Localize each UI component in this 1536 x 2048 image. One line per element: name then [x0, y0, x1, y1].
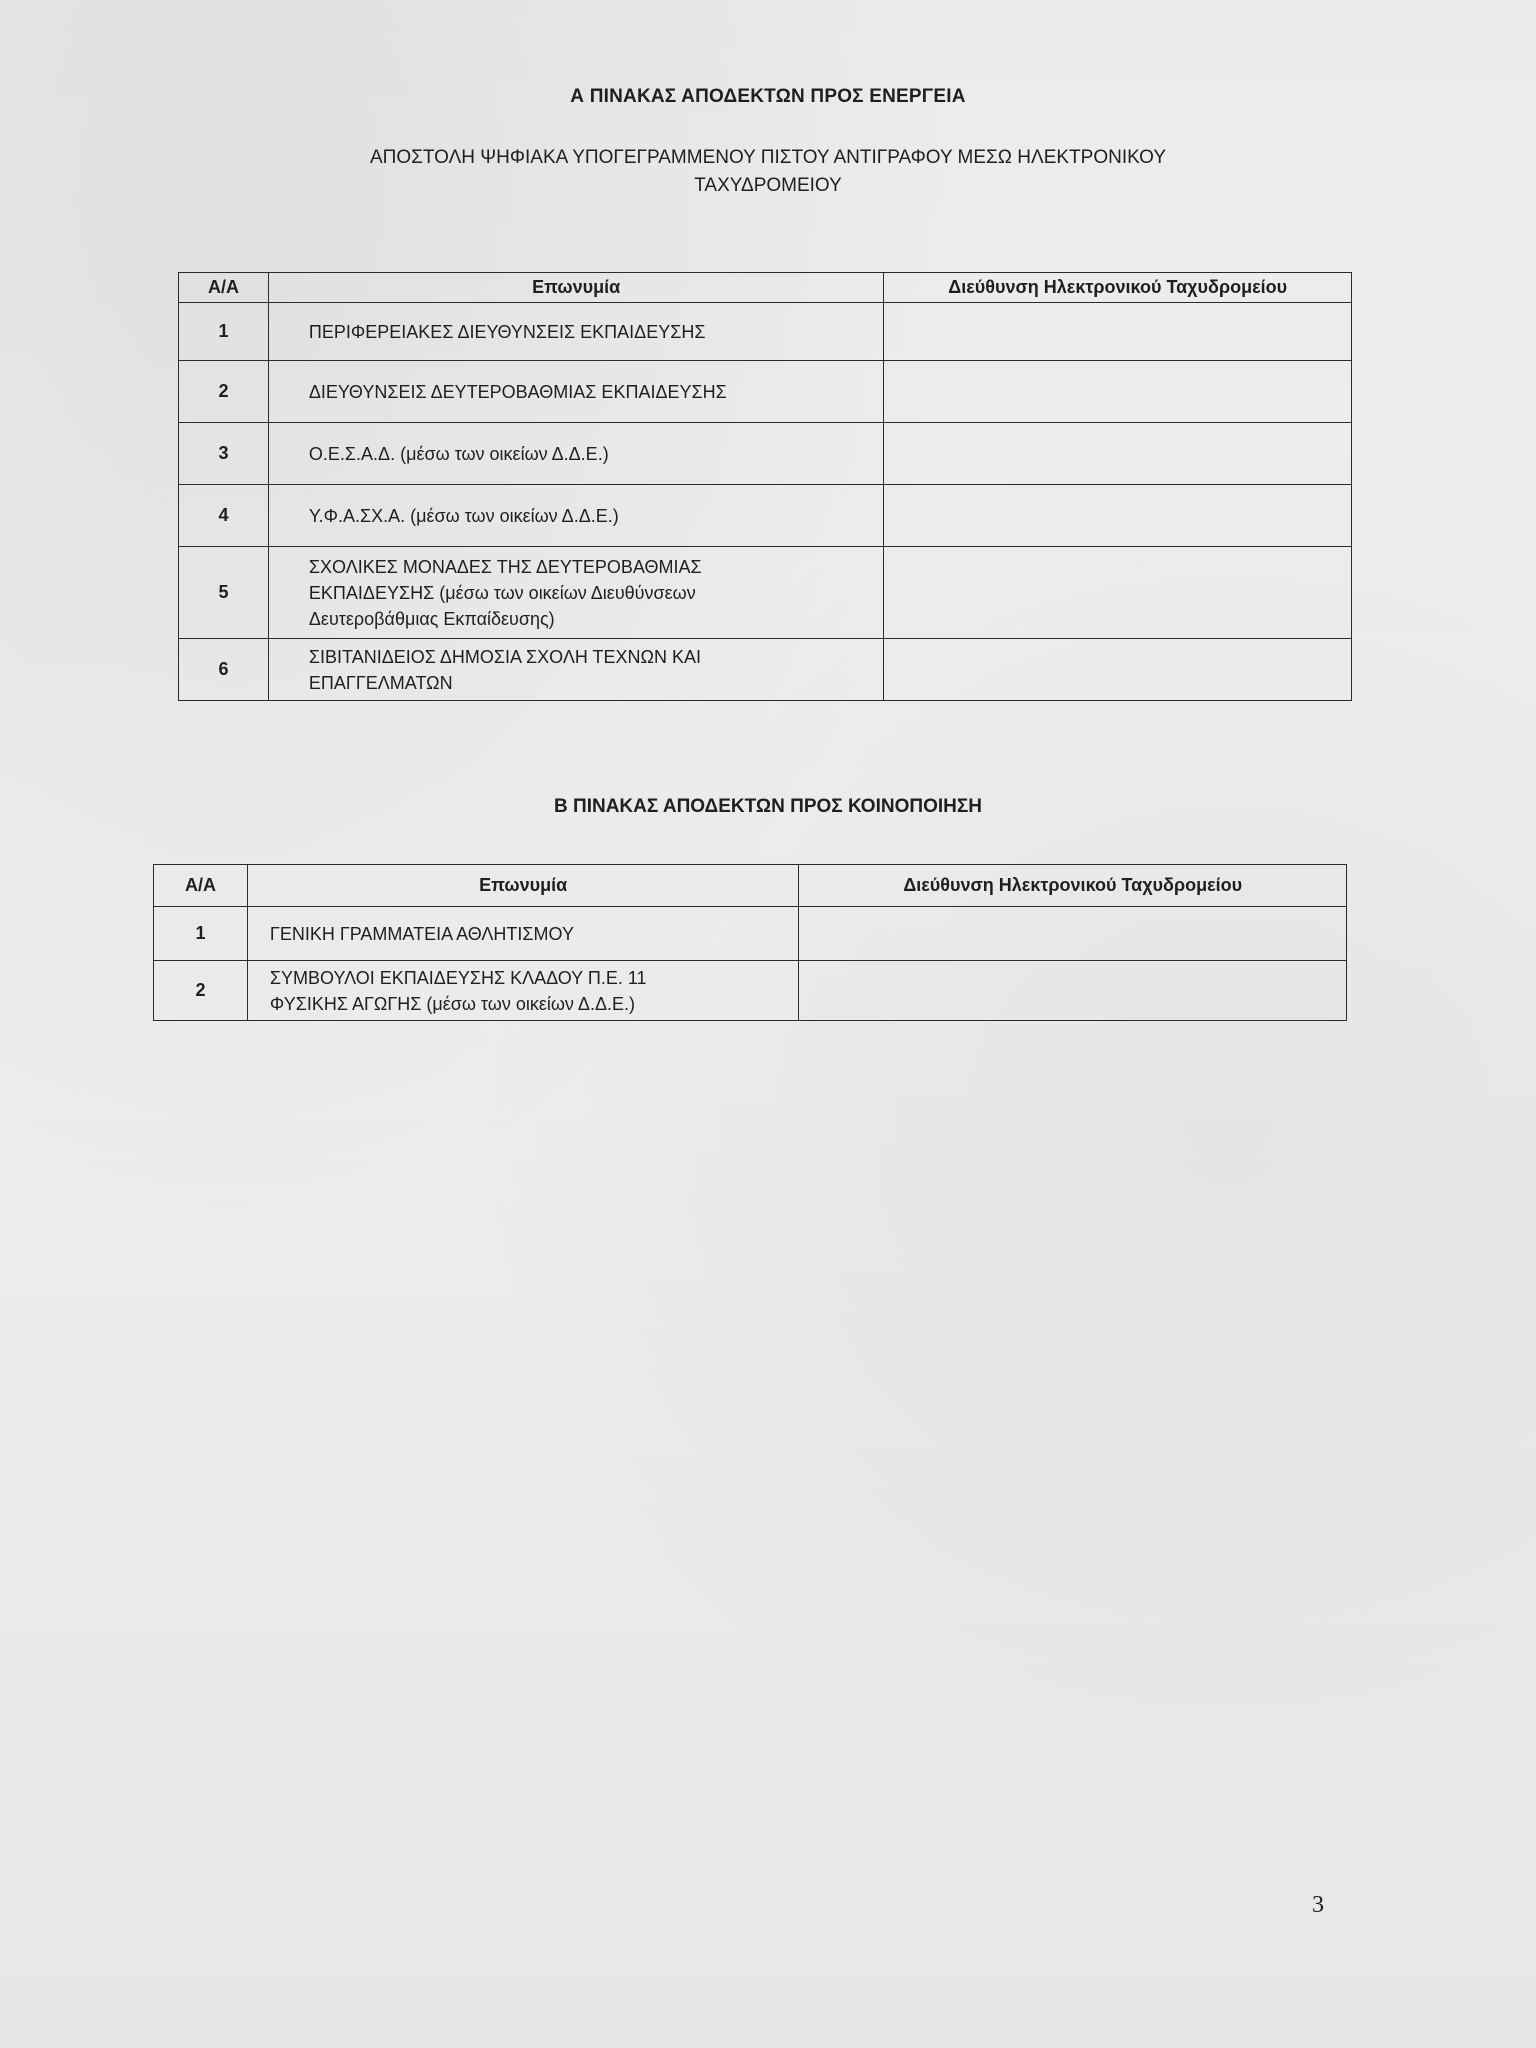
column-header-email: Διεύθυνση Ηλεκτρονικού Ταχυδρομείου — [799, 865, 1347, 907]
table-a-heading: Α ΠΙΝΑΚΑΣ ΑΠΟΔΕΚΤΩΝ ΠΡΟΣ ΕΝΕΡΓΕΙΑ — [570, 86, 966, 107]
recipient-name-line: ΦΥΣΙΚΗΣ ΑΓΩΓΗΣ (μέσω των οικείων Δ.Δ.Ε.) — [269, 993, 635, 1014]
column-header-name: Επωνυμία — [247, 865, 799, 907]
row-number: 1 — [179, 303, 269, 361]
recipient-name-line: Υ.Φ.Α.ΣΧ.Α. (μέσω των οικείων Δ.Δ.Ε.) — [308, 505, 619, 526]
column-header-email: Διεύθυνση Ηλεκτρονικού Ταχυδρομείου — [884, 273, 1352, 303]
row-number: 1 — [154, 907, 248, 961]
column-header-number: Α/Α — [179, 273, 269, 303]
table-row — [179, 423, 1352, 485]
table-row — [179, 361, 1352, 423]
page-number: 3 — [1312, 1892, 1324, 1918]
subtitle-line-2: ΤΑΧΥΔΡΟΜΕΙΟΥ — [694, 175, 842, 196]
column-header-name: Επωνυμία — [268, 273, 884, 303]
row-number: 5 — [179, 547, 269, 639]
recipient-email — [884, 547, 1352, 639]
recipient-email — [884, 485, 1352, 547]
recipient-name — [247, 961, 799, 1021]
row-number: 6 — [179, 639, 269, 701]
recipient-name — [268, 639, 884, 701]
recipient-name-line: ΣΙΒΙΤΑΝΙΔΕΙΟΣ ΔΗΜΟΣΙΑ ΣΧΟΛΗ ΤΕΧΝΩΝ ΚΑΙ — [308, 646, 702, 667]
recipient-name-line: ΔΙΕΥΘΥΝΣΕΙΣ ΔΕΥΤΕΡΟΒΑΘΜΙΑΣ ΕΚΠΑΙΔΕΥΣΗΣ — [308, 381, 727, 402]
recipient-name-line: Δευτεροβάθμιας Εκπαίδευσης) — [308, 608, 555, 629]
recipient-name-line: ΣΧΟΛΙΚΕΣ ΜΟΝΑΔΕΣ ΤΗΣ ΔΕΥΤΕΡΟΒΑΘΜΙΑΣ — [308, 556, 702, 577]
table-row — [179, 485, 1352, 547]
recipient-name-line: Ο.Ε.Σ.Α.Δ. (μέσω των οικείων Δ.Δ.Ε.) — [308, 443, 609, 464]
recipient-name-line: ΠΕΡΙΦΕΡΕΙΑΚΕΣ ΔΙΕΥΘΥΝΣΕΙΣ ΕΚΠΑΙΔΕΥΣΗΣ — [308, 321, 706, 342]
recipient-name-line: ΣΥΜΒΟΥΛΟΙ ΕΚΠΑΙΔΕΥΣΗΣ ΚΛΑΔΟΥ Π.Ε. 11 — [269, 967, 647, 988]
recipient-email — [799, 907, 1347, 961]
row-number: 2 — [179, 361, 269, 423]
recipient-name — [268, 547, 884, 639]
table-b-heading: Β ΠΙΝΑΚΑΣ ΑΠΟΔΕΚΤΩΝ ΠΡΟΣ ΚΟΙΝΟΠΟΙΗΣΗ — [553, 796, 982, 817]
recipients-action-table — [178, 272, 1352, 701]
table-row — [154, 961, 1347, 1021]
recipient-name — [268, 303, 884, 361]
table-row — [154, 907, 1347, 961]
table-row — [179, 547, 1352, 639]
subtitle-line-1: ΑΠΟΣΤΟΛΗ ΨΗΦΙΑΚΑ ΥΠΟΓΕΓΡΑΜΜΕΝΟΥ ΠΙΣΤΟΥ ΑΝΤΙΓΡΑΦΟΥ ΜΕΣΩ ΗΛΕΚΤΡΟΝΙΚΟΥ — [369, 147, 1167, 168]
recipient-name — [268, 361, 884, 423]
recipient-email — [884, 639, 1352, 701]
recipient-name-line: ΕΠΑΓΓΕΛΜΑΤΩΝ — [308, 672, 453, 693]
table-row — [179, 639, 1352, 701]
table-header-row — [154, 865, 1347, 907]
recipient-email — [884, 303, 1352, 361]
table-row — [179, 303, 1352, 361]
recipients-notification-table — [153, 864, 1347, 1021]
row-number: 4 — [179, 485, 269, 547]
recipient-email — [884, 361, 1352, 423]
table-header-row — [179, 273, 1352, 303]
recipient-name — [268, 485, 884, 547]
row-number: 2 — [154, 961, 248, 1021]
recipient-email — [884, 423, 1352, 485]
recipient-name-line: ΓΕΝΙΚΗ ΓΡΑΜΜΑΤΕΙΑ ΑΘΛΗΤΙΣΜΟΥ — [269, 923, 574, 944]
column-header-number: Α/Α — [154, 865, 248, 907]
recipient-name — [247, 907, 799, 961]
dispatch-subtitle — [268, 144, 1268, 200]
recipient-name — [268, 423, 884, 485]
recipient-name-line: ΕΚΠΑΙΔΕΥΣΗΣ (μέσω των οικείων Διευθύνσεων — [308, 582, 696, 603]
recipient-email — [799, 961, 1347, 1021]
row-number: 3 — [179, 423, 269, 485]
